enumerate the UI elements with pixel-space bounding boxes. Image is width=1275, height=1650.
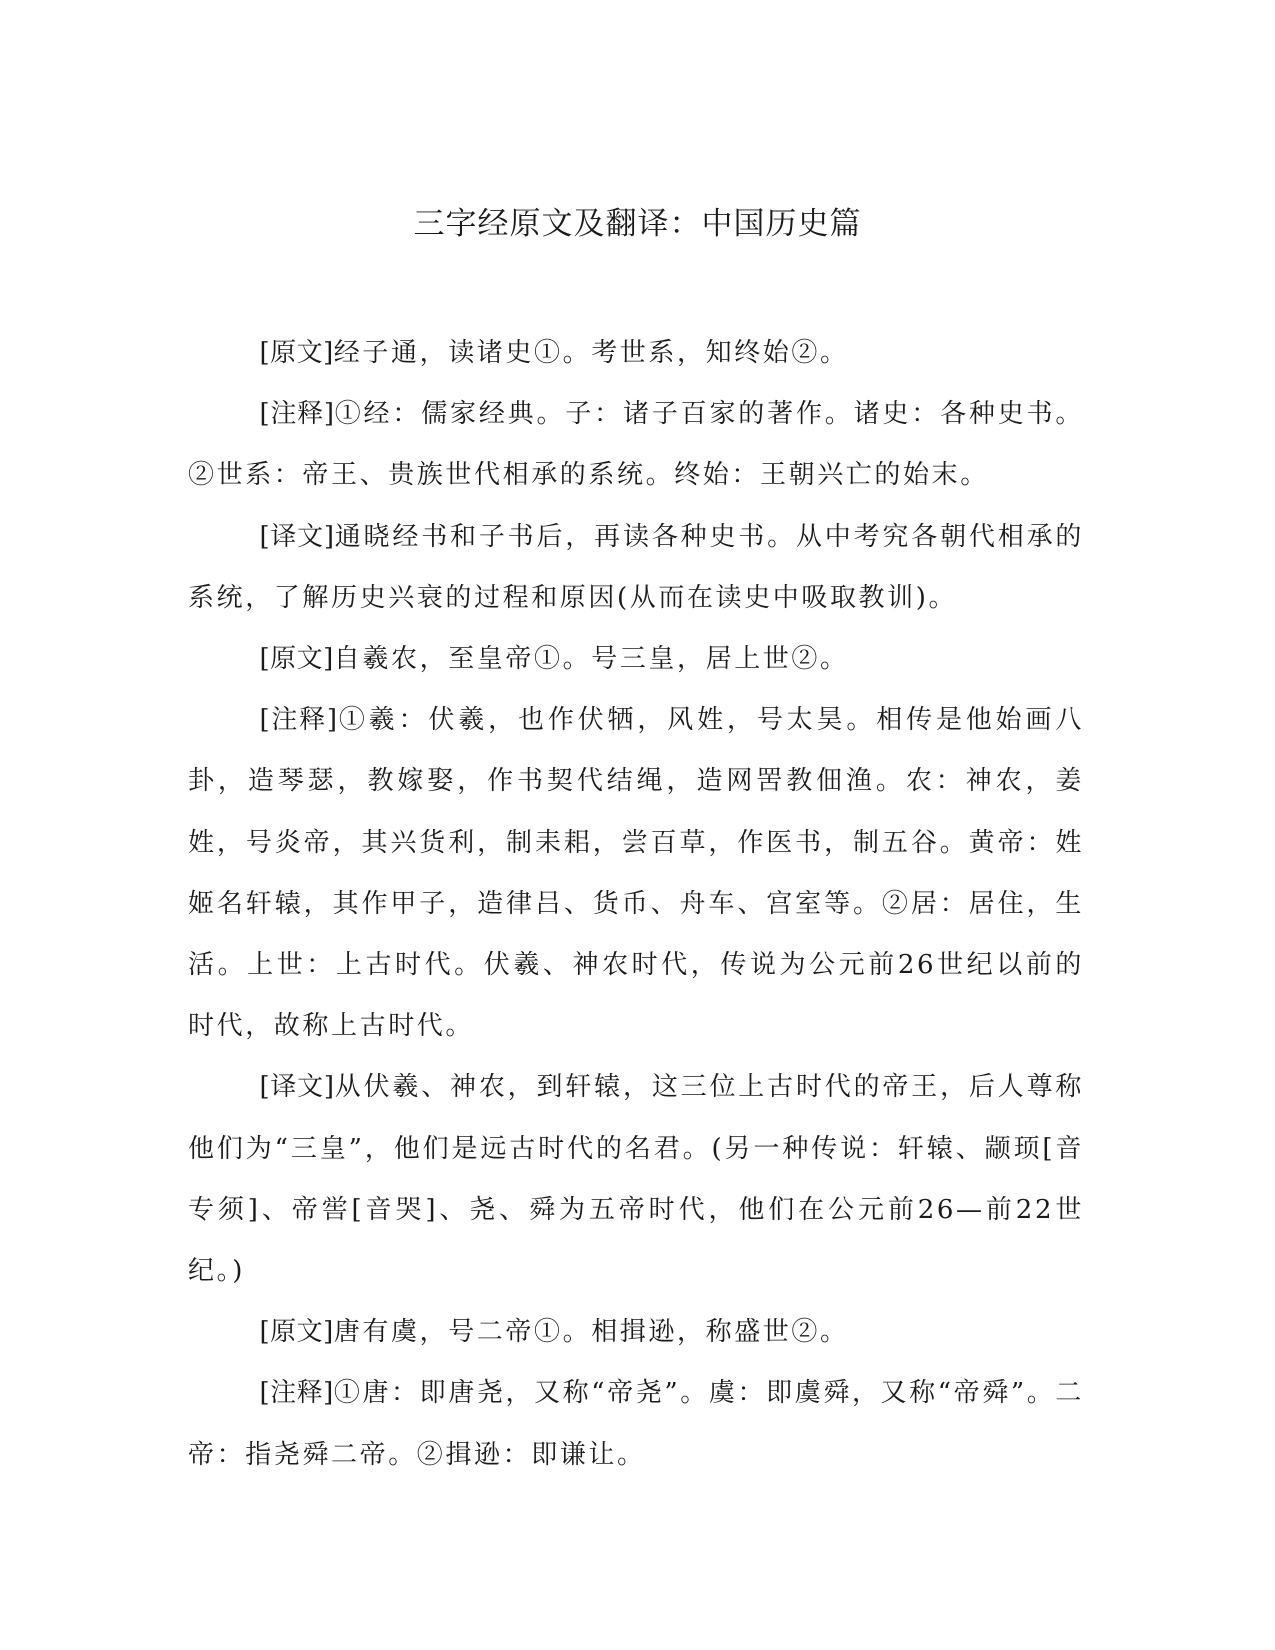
paragraph-tag: [原文] (259, 1317, 334, 1348)
paragraph-text: ①经：儒家经典。子：诸子百家的著作。诸史：各种史书。②世系：帝王、贵族世代相承的系统。终始：王朝兴亡的始末。 (188, 399, 1084, 491)
paragraph-text: ①羲：伏羲，也作伏牺，风姓，号太昊。相传是他始画八卦，造琴瑟，教嫁娶，作书契代结绳，造网罟教佃渔。农：神农，姜姓，号炎帝，其兴货利，制耒耜，尝百草，作医书，制五谷。黄帝：姓姬名轩辕，其作甲子，造律吕、货币、舟车、宫室等。②居：居住，生活。上世：上古时代。伏羲、神农时代，传说为公元前26世纪以前的时代，故称上古时代。 (188, 705, 1084, 1042)
paragraph-text: 自羲农，至皇帝①。号三皇，居上世②。 (333, 644, 849, 675)
paragraph-tag: [原文] (259, 338, 334, 368)
paragraph-text: 唐有虞，号二帝①。相揖逊，称盛世②。 (333, 1317, 849, 1348)
document-body (188, 323, 1084, 1486)
paragraph-tag: [注释] (259, 399, 335, 430)
document-title: 三字经原文及翻译：中国历史篇 (413, 206, 862, 242)
paragraph-text: 通晓经书和子书后，再读各种史书。从中考究各朝代相承的系统，了解历史兴衰的过程和原因(从而在读史中吸取教训)。 (188, 521, 1084, 613)
paragraph-tag: [注释] (259, 1378, 334, 1409)
paragraph (188, 629, 1084, 690)
paragraph-text: ①唐：即唐尧，又称“帝尧”。虞：即虞舜，又称“帝舜”。二帝：指尧舜二帝。②揖逊：即谦让。 (188, 1378, 1084, 1470)
paragraph-tag: [译文] (259, 521, 335, 552)
paragraph (188, 507, 1084, 629)
paragraph (188, 384, 1084, 506)
paragraph-tag: [译文] (259, 1072, 335, 1103)
paragraph (188, 690, 1084, 1057)
paragraph (188, 1363, 1084, 1485)
paragraph-text: 从伏羲、神农，到轩辕，这三位上古时代的帝王，后人尊称他们为“三皇”，他们是远古时代的名君。(另一种传说：轩辕、颛顼[音专须]、帝喾[音哭]、尧、舜为五帝时代，他们在公元前26—前22世纪。) (188, 1072, 1084, 1287)
paragraph (188, 1302, 1084, 1363)
paragraph-tag: [原文] (259, 644, 334, 675)
paragraph-tag: [注释] (259, 705, 338, 736)
paragraph (188, 1057, 1084, 1302)
paragraph-text: 经子通，读诸史①。考世系，知终始②。 (333, 338, 849, 368)
paragraph (188, 323, 1084, 384)
